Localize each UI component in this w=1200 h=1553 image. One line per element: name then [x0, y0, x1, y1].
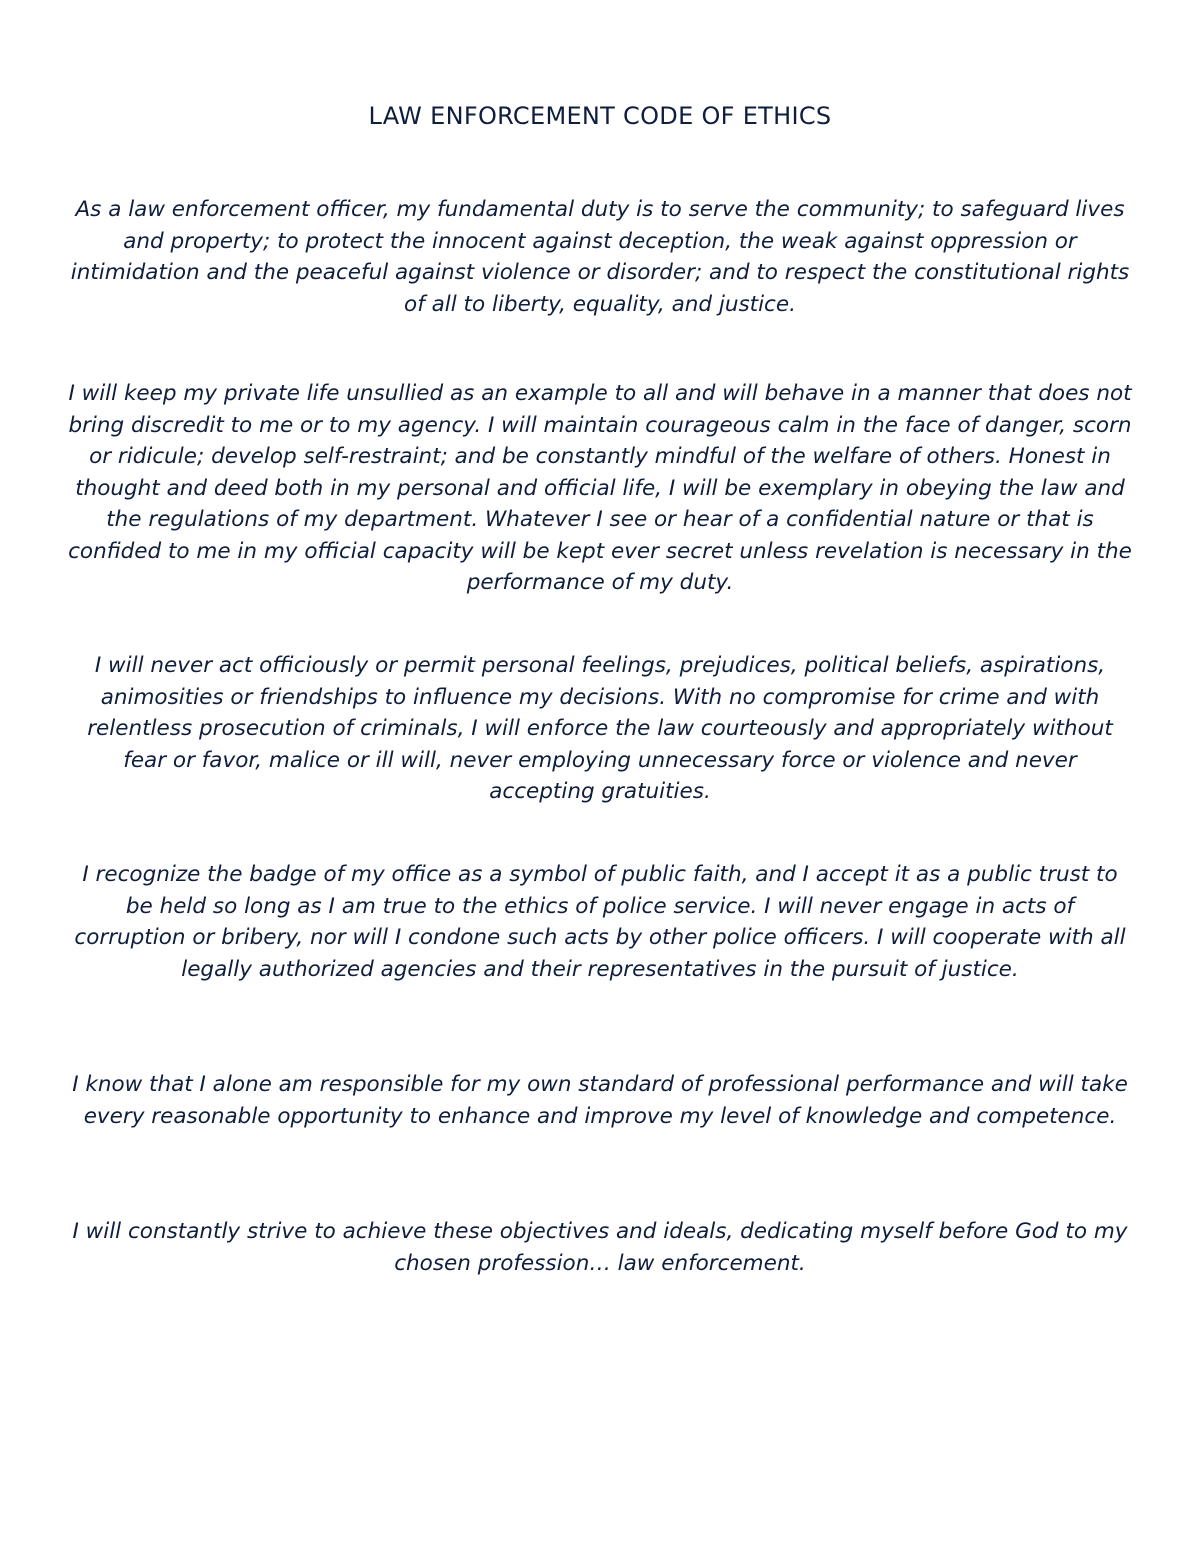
- paragraph-duty: As a law enforcement officer, my fundamental duty is to serve the community; to safeguard lives and property; to protect the innocent against deception, the weak against oppression or intimidation and the peaceful against violence or disorder; and to respect the constitutional rights of all to liberty, equality, and justice.: [70, 197, 1130, 317]
- paragraph-conduct: I will keep my private life unsullied as an example to all and will behave in a manner that does not bring discredit to me or to my agency. I will maintain courageous calm in the face of danger, scorn or ridicule; develop self-restraint; and be constantly mindful of the welfare of others. Honest in thought and deed both in my personal and official life, I will be exemplary in obeying the law and the regulations of my department. Whatever I see or hear of a confidential nature or that is confided to me in my official capacity will be kept ever secret unless revelation is necessary in the performance of my duty.: [68, 381, 1132, 595]
- paragraph-responsibility: I know that I alone am responsible for my own standard of professional performance and will take every reasonable opportunity to enhance and improve my level of knowledge and competence.: [72, 1072, 1128, 1129]
- paragraph-badge: I recognize the badge of my office as a symbol of public faith, and I accept it as a public trust to be held so long as I am true to the ethics of police service. I will never engage in acts of corruption or bribery, nor will I condone such acts by other police officers. I will cooperate with all legally authorized agencies and their representatives in the pursuit of justice.: [74, 862, 1126, 982]
- document-title: LAW ENFORCEMENT CODE OF ETHICS: [368, 102, 832, 130]
- paragraph-dedication: I will constantly strive to achieve these objectives and ideals, dedicating myself before God to my chosen profession… law enforcement.: [72, 1219, 1128, 1276]
- paragraph-impartiality: I will never act officiously or permit personal feelings, prejudices, political beliefs, aspirations, animosities or friendships to influence my decisions. With no compromise for crime and with relentless prosecution of criminals, I will enforce the law courteously and appropriately without fear or favor, malice or ill will, never employing unnecessary force or violence and never accepting gratuities.: [87, 653, 1113, 804]
